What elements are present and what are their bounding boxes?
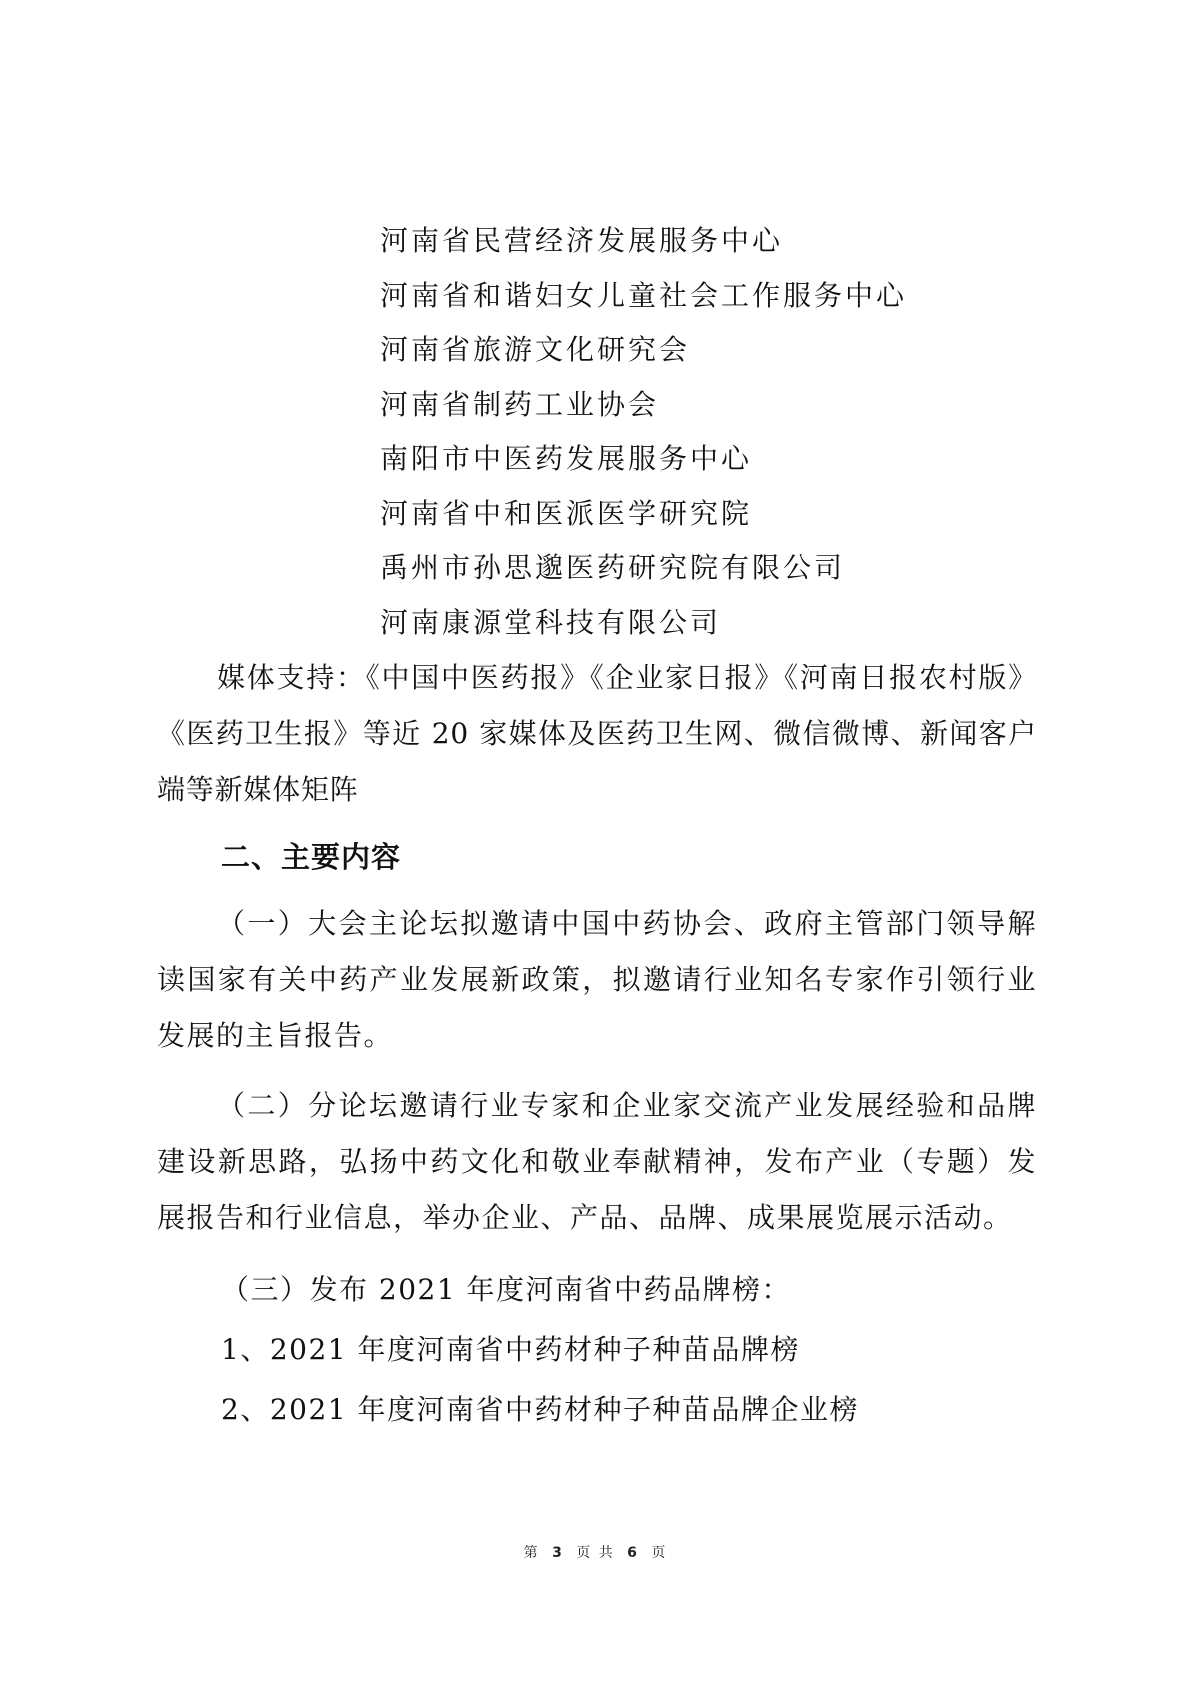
footer-middle: 页 共 [576,1545,615,1561]
organization-item: 河南省民营经济发展服务中心 [380,224,784,257]
organization-item: 河南省制药工业协会 [380,387,660,421]
organization-list [157,214,1037,650]
footer-prefix: 第 [523,1545,540,1561]
page-footer [0,1542,1191,1562]
organization-item: 河南省中和医派医学研究院 [380,496,753,530]
media-support-paragraph: 媒体支持：《中国中医药报》《企业家日报》《河南日报农村版》《医药卫生报》等近 20 家媒体及医药卫生网、微信微博、新闻客户端等新媒体矩阵 [157,661,1037,806]
footer-suffix: 页 [651,1545,668,1561]
content-paragraph-2: （二）分论坛邀请行业专家和企业家交流产业发展经验和品牌建设新思路，弘扬中药文化和敬业奉献精神，发布产业（专题）发展报告和行业信息，举办企业、产品、品牌、成果展览展示活动。 [157,1089,1037,1234]
brand-list-item: 1、2021 年度河南省中药材种子种苗品牌榜 [221,1333,800,1366]
total-page-number: 6 [627,1545,639,1561]
organization-item: 河南康源堂科技有限公司 [380,605,722,639]
brand-list-intro: （三）发布 2021 年度河南省中药品牌榜： [221,1273,792,1306]
organization-item: 南阳市中医药发展服务中心 [380,442,753,475]
organization-item: 河南省和谐妇女儿童社会工作服务中心 [380,278,908,312]
section-heading: 二、主要内容 [221,840,402,874]
brand-list-item: 2、2021 年度河南省中药材种子种苗品牌企业榜 [221,1393,859,1426]
organization-item: 禹州市孙思邈医药研究院有限公司 [380,551,846,584]
current-page-number: 3 [552,1545,564,1561]
content-paragraph-1: （一）大会主论坛拟邀请中国中药协会、政府主管部门领导解读国家有关中药产业发展新政策，拟邀请行业知名专家作引领行业发展的主旨报告。 [157,907,1037,1052]
document-body [157,214,1037,1440]
organization-item: 河南省旅游文化研究会 [380,333,691,366]
